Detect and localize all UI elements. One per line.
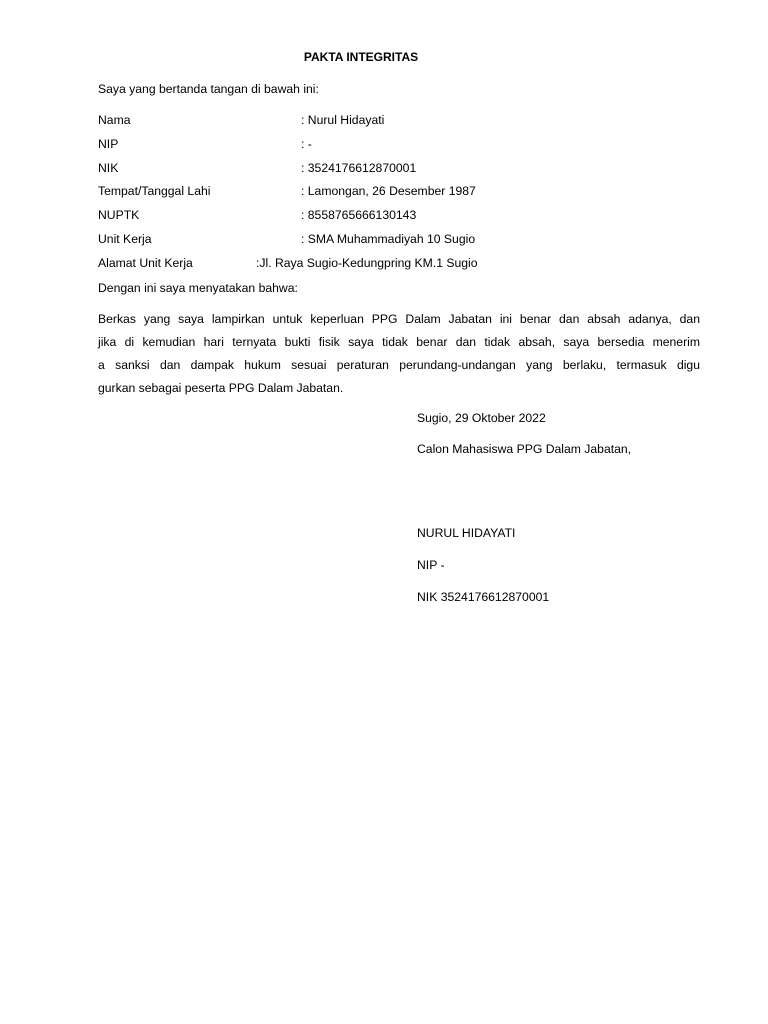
signature-name: NURUL HIDAYATI [417,526,516,540]
field-value-nama: : Nurul Hidayati [301,113,385,127]
statement-paragraph [98,308,700,400]
field-label-ttl: Tempat/Tanggal Lahi [98,184,211,198]
intro-text: Saya yang bertanda tangan di bawah ini: [98,82,319,96]
field-label-nik: NIK [98,161,119,175]
field-label-nip: NIP [98,137,119,151]
field-label-nuptk: NUPTK [98,208,140,222]
declaration-text: Dengan ini saya menyatakan bahwa: [98,281,298,295]
field-label-alamat-unit-kerja: Alamat Unit Kerja [98,256,193,270]
field-value-alamat-unit-kerja: :Jl. Raya Sugio-Kedungpring KM.1 Sugio [256,256,478,270]
field-value-nuptk: : 8558765666130143 [301,208,417,222]
field-value-nip: : - [301,137,312,151]
field-value-nik: : 3524176612870001 [301,161,417,175]
field-label-unit-kerja: Unit Kerja [98,232,152,246]
signature-role: Calon Mahasiswa PPG Dalam Jabatan, [417,442,632,456]
paragraph-line: jika di kemudian hari ternyata bukti fisik saya tidak benar dan tidak absah, saya bersedia menerim [98,335,700,349]
signature-nik: NIK 3524176612870001 [417,590,550,604]
signature-place-date: Sugio, 29 Oktober 2022 [417,411,546,425]
field-label-nama: Nama [98,113,131,127]
signature-nip: NIP - [417,558,445,572]
field-value-unit-kerja: : SMA Muhammadiyah 10 Sugio [301,232,476,246]
paragraph-line: Berkas yang saya lampirkan untuk keperluan PPG Dalam Jabatan ini benar dan absah adanya, dan [98,312,700,326]
document-title: PAKTA INTEGRITAS [303,50,419,64]
field-value-ttl: : Lamongan, 26 Desember 1987 [301,184,476,198]
paragraph-line: gurkan sebagai peserta PPG Dalam Jabatan. [98,381,344,395]
paragraph-line: a sanksi dan dampak hukum sesuai peraturan perundang-undangan yang berlaku, termasuk digu [98,358,700,372]
